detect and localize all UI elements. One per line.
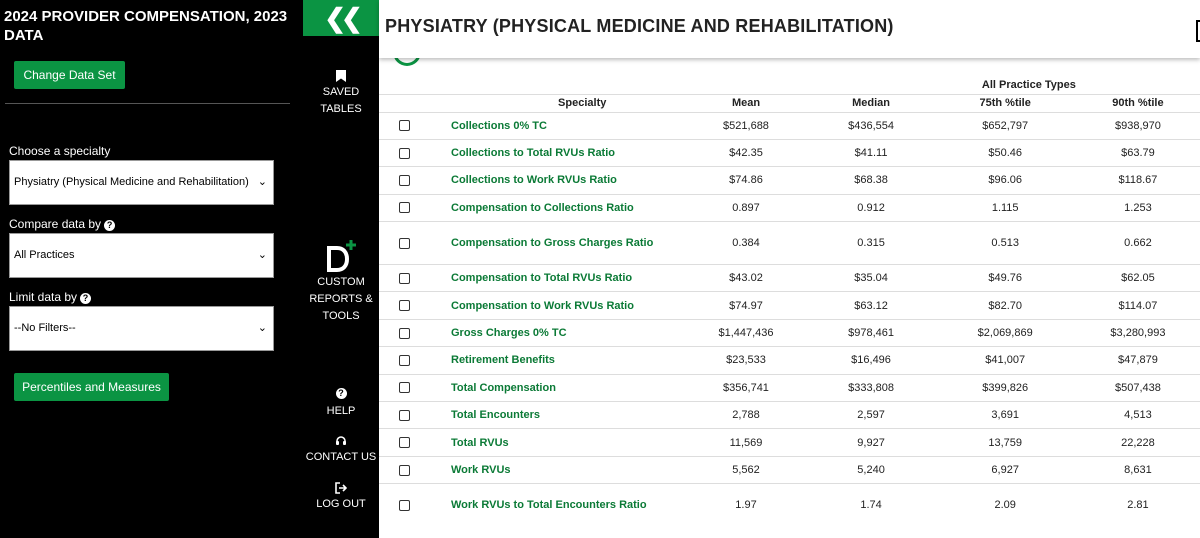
chevron-down-icon: ⌄ bbox=[257, 322, 267, 334]
row-specialty[interactable]: Total Encounters bbox=[430, 402, 684, 429]
row-checkbox-cell bbox=[379, 222, 430, 265]
row-checkbox[interactable] bbox=[399, 175, 410, 186]
table-row bbox=[379, 194, 1200, 221]
row-75th: $82.70 bbox=[935, 292, 1076, 319]
row-specialty[interactable]: Work RVUs to Total Encounters Ratio bbox=[430, 484, 684, 527]
specialty-label: Choose a specialty bbox=[9, 144, 111, 158]
row-mean: 11,569 bbox=[684, 429, 807, 456]
row-75th: $652,797 bbox=[935, 112, 1076, 139]
table-row bbox=[379, 222, 1200, 265]
row-mean: 1.97 bbox=[684, 484, 807, 527]
change-data-set-button[interactable]: Change Data Set bbox=[14, 61, 125, 89]
row-75th: 6,927 bbox=[935, 456, 1076, 483]
limit-select-value: --No Filters-- bbox=[14, 322, 76, 334]
row-specialty[interactable]: Total RVUs bbox=[430, 429, 684, 456]
row-checkbox[interactable] bbox=[399, 300, 410, 311]
help-label: HELP bbox=[326, 405, 356, 417]
row-specialty[interactable]: Work RVUs bbox=[430, 456, 684, 483]
row-specialty[interactable]: Compensation to Gross Charges Ratio bbox=[430, 222, 684, 265]
logout-link[interactable] bbox=[303, 482, 379, 513]
chevron-down-icon: ⌄ bbox=[257, 249, 267, 261]
col-90th[interactable]: 90th %tile bbox=[1076, 94, 1200, 112]
row-specialty[interactable]: Total Compensation bbox=[430, 374, 684, 401]
icon-rail bbox=[303, 0, 379, 538]
row-90th: 4,513 bbox=[1076, 402, 1200, 429]
row-90th: $47,879 bbox=[1076, 347, 1200, 374]
row-checkbox-cell bbox=[379, 112, 430, 139]
row-mean: $74.86 bbox=[684, 167, 807, 194]
row-90th: $507,438 bbox=[1076, 374, 1200, 401]
table-row bbox=[379, 374, 1200, 401]
row-90th: 1.253 bbox=[1076, 194, 1200, 221]
chevron-down-icon: ⌄ bbox=[257, 176, 267, 188]
logout-label: LOG OUT bbox=[316, 498, 366, 510]
row-mean: $74.97 bbox=[684, 292, 807, 319]
partial-control[interactable] bbox=[1196, 20, 1200, 42]
question-circle-icon: ? bbox=[336, 388, 347, 399]
row-checkbox[interactable] bbox=[399, 465, 410, 476]
specialty-select[interactable] bbox=[9, 160, 274, 205]
table-row bbox=[379, 347, 1200, 374]
table-row bbox=[379, 112, 1200, 139]
row-90th: 2.81 bbox=[1076, 484, 1200, 527]
row-mean: $356,741 bbox=[684, 374, 807, 401]
row-checkbox-cell bbox=[379, 265, 430, 292]
column-header-row bbox=[379, 94, 1200, 112]
row-mean: $43.02 bbox=[684, 265, 807, 292]
table-row bbox=[379, 265, 1200, 292]
bookmark-icon bbox=[336, 70, 346, 82]
row-specialty[interactable]: Collections to Total RVUs Ratio bbox=[430, 139, 684, 166]
row-checkbox[interactable] bbox=[399, 273, 410, 284]
row-mean: 0.384 bbox=[684, 222, 807, 265]
row-checkbox[interactable] bbox=[399, 500, 410, 511]
row-median: $68.38 bbox=[808, 167, 935, 194]
row-checkbox-cell bbox=[379, 456, 430, 483]
row-mean: 5,562 bbox=[684, 456, 807, 483]
row-90th: $3,280,993 bbox=[1076, 319, 1200, 346]
row-median: 1.74 bbox=[808, 484, 935, 527]
app-title: 2024 PROVIDER COMPENSATION, 2023 DATA bbox=[4, 8, 288, 44]
row-mean: $1,447,436 bbox=[684, 319, 807, 346]
table-row bbox=[379, 292, 1200, 319]
row-mean: $521,688 bbox=[684, 112, 807, 139]
row-90th: $62.05 bbox=[1076, 265, 1200, 292]
row-checkbox[interactable] bbox=[399, 328, 410, 339]
row-checkbox[interactable] bbox=[399, 202, 410, 213]
table-body bbox=[379, 112, 1200, 527]
row-checkbox-cell bbox=[379, 194, 430, 221]
row-checkbox[interactable] bbox=[399, 382, 410, 393]
row-75th: $96.06 bbox=[935, 167, 1076, 194]
row-75th: $50.46 bbox=[935, 139, 1076, 166]
row-mean: $42.35 bbox=[684, 139, 807, 166]
row-specialty[interactable]: Collections 0% TC bbox=[430, 112, 684, 139]
row-checkbox-cell bbox=[379, 139, 430, 166]
row-checkbox-cell bbox=[379, 167, 430, 194]
row-median: 0.912 bbox=[808, 194, 935, 221]
specialty-select-value: Physiatry (Physical Medicine and Rehabilitation) bbox=[14, 176, 249, 188]
table-row bbox=[379, 402, 1200, 429]
row-75th: 3,691 bbox=[935, 402, 1076, 429]
row-median: $63.12 bbox=[808, 292, 935, 319]
row-checkbox[interactable] bbox=[399, 355, 410, 366]
row-specialty[interactable]: Collections to Work RVUs Ratio bbox=[430, 167, 684, 194]
row-checkbox[interactable] bbox=[399, 410, 410, 421]
table-row bbox=[379, 484, 1200, 527]
row-mean: $23,533 bbox=[684, 347, 807, 374]
col-75th[interactable]: 75th %tile bbox=[935, 94, 1076, 112]
compare-label: Compare data by ? bbox=[9, 217, 115, 231]
row-specialty[interactable]: Compensation to Collections Ratio bbox=[430, 194, 684, 221]
sign-out-icon bbox=[335, 482, 347, 494]
row-checkbox[interactable] bbox=[399, 120, 410, 131]
row-75th: $41,007 bbox=[935, 347, 1076, 374]
custom-reports-link[interactable] bbox=[303, 240, 379, 325]
limit-label: Limit data by ? bbox=[9, 290, 91, 304]
row-checkbox[interactable] bbox=[399, 148, 410, 159]
checkbox-header bbox=[379, 94, 430, 112]
row-75th: 2.09 bbox=[935, 484, 1076, 527]
row-checkbox[interactable] bbox=[399, 437, 410, 448]
group-header-row bbox=[379, 76, 1200, 94]
row-75th: 1.115 bbox=[935, 194, 1076, 221]
row-specialty[interactable]: Gross Charges 0% TC bbox=[430, 319, 684, 346]
col-specialty[interactable]: Specialty bbox=[430, 94, 684, 112]
question-icon[interactable]: ? bbox=[80, 293, 91, 304]
sidebar bbox=[0, 0, 303, 538]
row-90th: 22,228 bbox=[1076, 429, 1200, 456]
page-title: PHYSIATRY (PHYSICAL MEDICINE AND REHABILITATION) bbox=[385, 16, 894, 36]
percentiles-measures-button[interactable]: Percentiles and Measures bbox=[14, 373, 169, 401]
row-75th: $399,826 bbox=[935, 374, 1076, 401]
row-median: $41.11 bbox=[808, 139, 935, 166]
row-90th: $118.67 bbox=[1076, 167, 1200, 194]
row-median: 5,240 bbox=[808, 456, 935, 483]
table-row bbox=[379, 319, 1200, 346]
row-specialty[interactable]: Compensation to Total RVUs Ratio bbox=[430, 265, 684, 292]
compare-select-value: All Practices bbox=[14, 249, 75, 261]
sidebar-divider bbox=[5, 103, 290, 104]
row-90th: 0.662 bbox=[1076, 222, 1200, 265]
row-median: $436,554 bbox=[808, 112, 935, 139]
custom-reports-label: CUSTOM REPORTS & TOOLS bbox=[309, 276, 373, 322]
row-checkbox-cell bbox=[379, 374, 430, 401]
row-checkbox-cell bbox=[379, 484, 430, 527]
row-checkbox[interactable] bbox=[399, 238, 410, 249]
table-row bbox=[379, 456, 1200, 483]
row-checkbox-cell bbox=[379, 429, 430, 456]
row-75th: $2,069,869 bbox=[935, 319, 1076, 346]
limit-select[interactable] bbox=[9, 306, 274, 351]
table-row bbox=[379, 429, 1200, 456]
row-mean: 0.897 bbox=[684, 194, 807, 221]
col-median[interactable]: Median bbox=[808, 94, 935, 112]
row-90th: $114.07 bbox=[1076, 292, 1200, 319]
row-median: 9,927 bbox=[808, 429, 935, 456]
row-median: $978,461 bbox=[808, 319, 935, 346]
row-specialty[interactable]: Retirement Benefits bbox=[430, 347, 684, 374]
row-checkbox-cell bbox=[379, 347, 430, 374]
row-checkbox-cell bbox=[379, 402, 430, 429]
question-icon[interactable]: ? bbox=[104, 220, 115, 231]
row-median: $35.04 bbox=[808, 265, 935, 292]
row-median: 2,597 bbox=[808, 402, 935, 429]
row-90th: $63.79 bbox=[1076, 139, 1200, 166]
headset-icon bbox=[335, 435, 347, 447]
row-checkbox-cell bbox=[379, 319, 430, 346]
saved-tables-label: SAVED TABLES bbox=[320, 86, 362, 115]
data-table bbox=[379, 76, 1200, 527]
saved-tables-link[interactable] bbox=[303, 70, 379, 118]
row-mean: 2,788 bbox=[684, 402, 807, 429]
row-specialty[interactable]: Compensation to Work RVUs Ratio bbox=[430, 292, 684, 319]
row-75th: $49.76 bbox=[935, 265, 1076, 292]
help-link[interactable] bbox=[303, 388, 379, 420]
group-header: All Practice Types bbox=[981, 78, 1076, 91]
double-chevron-left-icon[interactable]: ❮❮ bbox=[303, 0, 379, 36]
row-checkbox-cell bbox=[379, 292, 430, 319]
row-median: $16,496 bbox=[808, 347, 935, 374]
row-90th: 8,631 bbox=[1076, 456, 1200, 483]
table-row bbox=[379, 139, 1200, 166]
row-75th: 13,759 bbox=[935, 429, 1076, 456]
row-90th: $938,970 bbox=[1076, 112, 1200, 139]
row-median: $333,808 bbox=[808, 374, 935, 401]
d-plus-logo-icon bbox=[324, 240, 358, 272]
contact-link[interactable] bbox=[303, 435, 379, 466]
contact-label: CONTACT US bbox=[305, 451, 377, 463]
main-panel bbox=[379, 0, 1200, 538]
row-median: 0.315 bbox=[808, 222, 935, 265]
row-75th: 0.513 bbox=[935, 222, 1076, 265]
main-header bbox=[379, 0, 1200, 58]
col-mean[interactable]: Mean bbox=[684, 94, 807, 112]
compare-select[interactable] bbox=[9, 233, 274, 278]
table-row bbox=[379, 167, 1200, 194]
